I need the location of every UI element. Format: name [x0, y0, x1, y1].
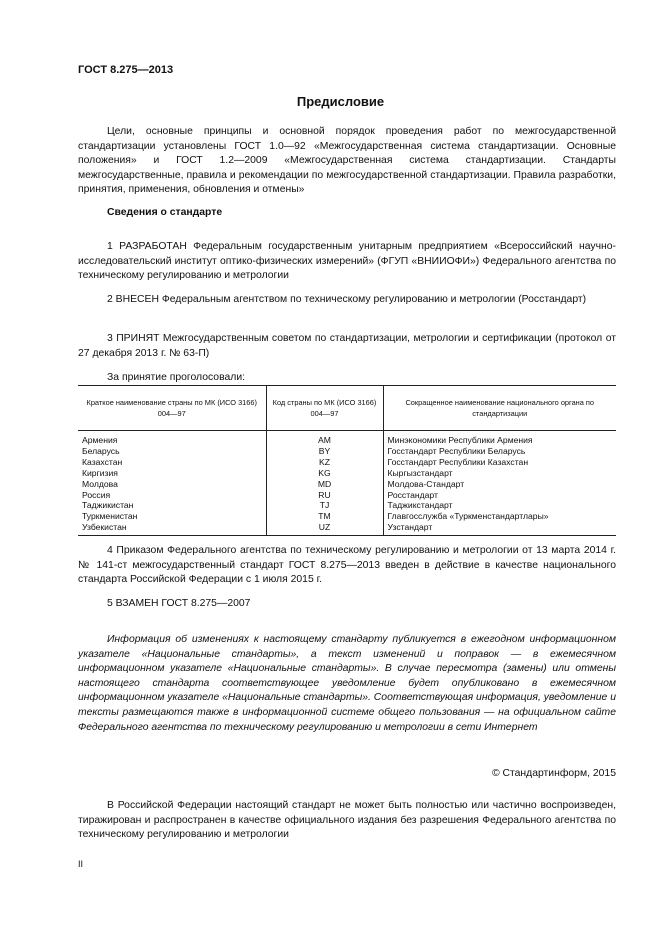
cell-standards-body: Узстандарт: [383, 522, 616, 535]
table-row: [78, 479, 616, 490]
table-row: [78, 468, 616, 479]
cell-standards-body: Главгосслужба «Туркменстандартлары»: [383, 511, 616, 522]
voted-label: За принятие проголосовали:: [107, 372, 246, 383]
table-row: [78, 431, 616, 446]
change-information-notice: Информация об изменениях к настоящему стандарту публикуется в ежегодном информационном указателе «Национальные стандарты», а текст изменений и поправок — в ежемесячном информационном указателе «Национальные стандарты». В случае пересмотра (замены) или отмены настоящего стандарта соответствующее уведомление будет опубликовано в ежемесячном информационном указателе «Национальные стандарты». Соответствующая информация, уведомление и тексты размещаются также в информационной системе общего пользования — на официальном сайте Федерального агентства по техническому регулированию и метрологии в сети Интернет: [78, 634, 616, 733]
cell-country: Беларусь: [82, 445, 120, 456]
column-header-standards-body: Сокращенное наименование национального органа по стандартизации: [383, 386, 616, 431]
cell-code: UZ: [266, 522, 383, 535]
foreword-intro: Цели, основные принципы и основной порядок проведения работ по межгосударственной стандартизации установлены ГОСТ 1.0—92 «Межгосударственная система стандартизации. Основные положения» и ГОСТ 1.2—2009 «Межгосударственная система стандартизации. Стандарты межгосударственные, правила и рекомендации по межгосударственной стандартизации. Правила разработки, принятия, применения, обновления и отмены»: [78, 126, 616, 196]
cell-standards-body: Росстандарт: [383, 490, 616, 501]
cell-standards-body: Госстандарт Республики Беларусь: [383, 446, 616, 457]
cell-country: Киргизия: [82, 467, 118, 478]
vote-table-header-row: [78, 386, 616, 431]
cell-standards-body: Минэкономики Республики Армения: [383, 431, 616, 446]
cell-code: MD: [266, 479, 383, 490]
cell-standards-body: Таджикстандарт: [383, 500, 616, 511]
cell-country: Армения: [82, 435, 118, 445]
vote-table: [78, 385, 616, 536]
cell-code: KZ: [266, 457, 383, 468]
table-row: [78, 500, 616, 511]
table-row: [78, 522, 616, 535]
cell-standards-body: Молдова-Стандарт: [383, 479, 616, 490]
item-3-adopted: 3 ПРИНЯТ Межгосударственным советом по стандартизации, метрологии и сертификации (протокол от 27 декабря 2013 г. № 63-П): [78, 333, 616, 359]
item-1-developed: 1 РАЗРАБОТАН Федеральным государственным унитарным предприятием «Всероссийский научно-исследовательский институт оптико-физических измерений» (ФГУП «ВНИИОФИ») Федерального агентства по техническому регулированию и метрологии: [78, 241, 616, 282]
table-row: [78, 511, 616, 522]
cell-country: Узбекистан: [78, 522, 266, 535]
copyright: © Стандартинформ, 2015: [491, 768, 616, 779]
column-header-country-code: Код страны по МК (ИСО 3166) 004—97: [266, 386, 383, 431]
table-row: [78, 446, 616, 457]
cell-standards-body: Кыргызстандарт: [383, 468, 616, 479]
reproduction-notice: В Российской Федерации настоящий стандарт не может быть полностью или частично воспроизведен, тиражирован и распространен в качестве официального издания без разрешения Федерального агентства по техническому регулированию и метрологии: [78, 800, 616, 841]
cell-code: TJ: [266, 500, 383, 511]
about-standard-heading: Сведения о стандарте: [107, 207, 223, 218]
table-row: [78, 490, 616, 501]
column-header-country-name: Краткое наименование страны по МК (ИСО 3166) 004—97: [78, 386, 266, 431]
cell-country: Таджикистан: [82, 500, 134, 511]
cell-country: Туркменистан: [82, 511, 138, 522]
cell-country: Россия: [82, 489, 111, 500]
item-4-order: 4 Приказом Федерального агентства по техническому регулированию и метрологии от 13 марта 2014 г. № 141-ст межгосударственный стандарт ГОСТ 8.275—2013 введен в действие в качестве национального стандарта Российской Федерации с 1 июля 2015 г.: [78, 545, 616, 586]
page-number: II: [78, 859, 84, 869]
cell-standards-body: Госстандарт Республики Казахстан: [383, 457, 616, 468]
item-2-submitted: 2 ВНЕСЕН Федеральным агентством по техническому регулированию и метрологии (Росстандарт): [107, 294, 587, 305]
cell-code: RU: [266, 490, 383, 501]
cell-country: Молдова: [82, 478, 118, 489]
item-5-replaces: 5 ВЗАМЕН ГОСТ 8.275—2007: [107, 598, 251, 609]
cell-code: AM: [266, 431, 383, 446]
cell-country: Казахстан: [82, 456, 123, 467]
standard-code-header: ГОСТ 8.275—2013: [78, 64, 174, 76]
foreword-title: Предисловие: [296, 94, 385, 109]
table-row: [78, 457, 616, 468]
cell-code: BY: [266, 446, 383, 457]
cell-code: TM: [266, 511, 383, 522]
cell-code: KG: [266, 468, 383, 479]
